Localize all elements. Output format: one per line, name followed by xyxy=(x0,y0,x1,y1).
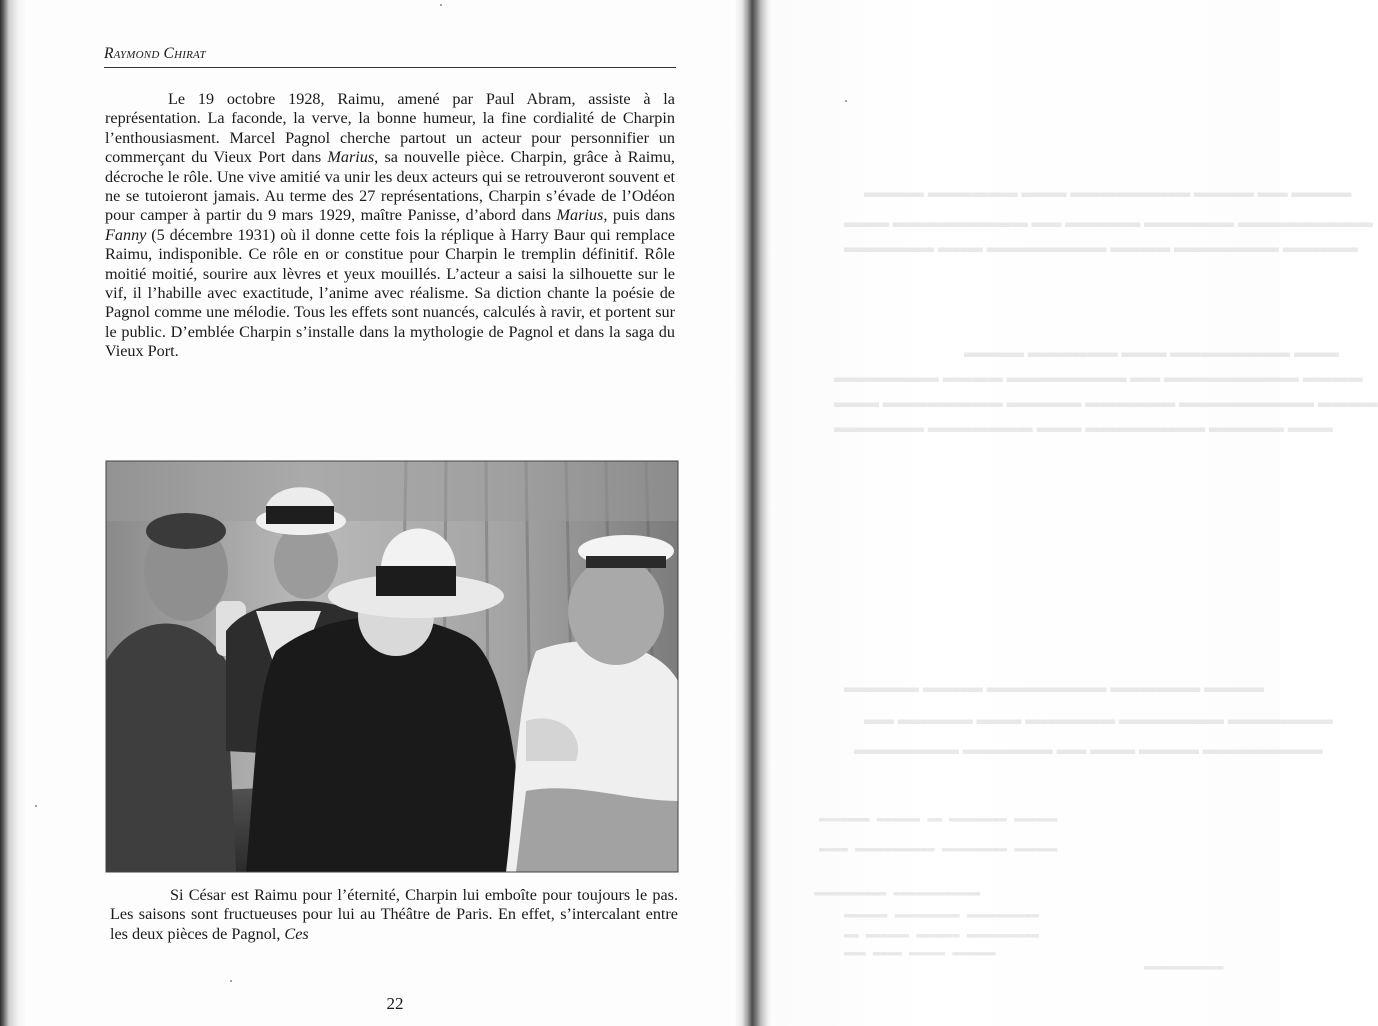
text-run: , puis dans xyxy=(603,206,675,225)
book-gutter xyxy=(734,0,774,1026)
scan-speck xyxy=(440,4,442,6)
body-text-lower xyxy=(110,886,678,944)
show-through-text: ▬▬▬▬▬▬▬▬▬▬ ▬▬▬▬▬▬▬▬▬▬▬▬ xyxy=(814,886,981,900)
paragraph xyxy=(105,90,675,362)
show-through-text: ▬▬▬▬▬▬▬ ▬▬▬▬ ▬▬▬▬▬▬▬▬ ▬▬ ▬▬▬▬▬▬▬▬▬ ▬▬▬▬ xyxy=(834,370,1363,386)
show-through-text: ▬▬▬▬▬▬ ▬▬▬▬▬▬▬▬▬ ▬▬▬▬▬▬▬▬▬▬ xyxy=(844,908,1040,922)
work-title-italic: Fanny xyxy=(105,225,147,244)
text-run: , sa nouvelle pièce. Charpin, grâce à Raimu, décroche le rôle. Une vive amitié va unir les deux acteurs qui se retrouveront souvent et ne se tutoieront jamais. Au terme des 27 représentations, Charpin s’évade de l’Odéon pour camper à partir du 9 mars 1929, maître Panisse, d’abord dans xyxy=(105,148,675,225)
scan-speck xyxy=(845,100,847,102)
running-header xyxy=(104,45,675,63)
text-run: Le 19 octobre 1928, Raimu, amené par Paul Abram, assiste à la représentation. La faconde, la verve, la bonne humeur, la fine cordialité de Charpin l’enthousiasment. Marcel Pagnol cherche partout un acteur pour personnifier un commerçant du Vieux Port dans xyxy=(105,90,675,167)
show-through-text: ▬▬▬▬▬▬ ▬▬▬▬▬▬▬ ▬▬▬ ▬▬▬▬▬▬▬▬ ▬▬▬▬▬ ▬▬▬ xyxy=(834,420,1333,436)
show-through-text: ▬▬▬▬▬▬▬ ▬▬▬▬▬▬ ▬▬ ▬▬▬ ▬▬▬▬ ▬▬▬▬▬▬▬▬ xyxy=(854,742,1323,758)
show-through-text: ▬▬ ▬▬▬▬▬ ▬▬▬ ▬▬▬▬▬▬ ▬▬▬▬▬▬▬ ▬▬▬▬▬▬▬ xyxy=(864,712,1333,728)
book-edge-shadow xyxy=(0,0,28,1026)
scan-speck xyxy=(230,980,232,982)
show-through-text: ▬▬▬ ▬▬▬▬ ▬▬▬▬▬ ▬▬▬▬▬▬ xyxy=(844,946,996,960)
show-through-text: ▬▬▬▬▬ ▬▬▬▬ ▬▬▬▬▬▬▬▬ ▬▬▬▬▬▬ ▬▬▬▬ xyxy=(844,680,1264,696)
page-number: 22 xyxy=(386,994,404,1013)
show-through-text: ▬▬▬▬▬▬ ▬▬▬ ▬▬▬▬▬▬▬▬ ▬▬▬▬ ▬▬▬▬▬▬▬ ▬▬▬▬▬ xyxy=(844,240,1358,256)
work-title-italic: Ces xyxy=(284,924,309,943)
scan-speck xyxy=(35,805,37,807)
header-rule xyxy=(104,67,676,68)
work-title-italic: Marius xyxy=(327,148,375,167)
film-still-photograph xyxy=(106,461,678,872)
text-run: (5 décembre 1931) où il donne cette fois la réplique à Harry Baur qui remplace Raimu, indisponible. Ce rôle en or constitue pour Charpin le tremplin définitif. Rôle moitié moitié, sourire aux lèvres et yeux mouillés. L’acteur a saisi la silhouette sur le vif, il l’habille avec exactitude, l’anime avec réalisme. Sa diction chante la poésie de Pagnol comme une mélodie. Tous les effets sont nuancés, calculés à ravir, et portent sur le public. D’emblée Charpin s’installe dans la mythologie de Pagnol et dans la saga du Vieux Port. xyxy=(105,225,675,361)
show-through-text: ▬▬ ▬▬▬▬▬▬ ▬▬▬▬▬▬ ▬▬▬▬▬▬▬▬▬▬ xyxy=(844,928,1040,942)
right-page-blank xyxy=(774,0,1378,1026)
work-title-italic: Marius xyxy=(556,206,604,225)
body-text-upper xyxy=(105,90,675,362)
show-through-text: ▬▬▬▬ ▬▬▬▬▬▬ ▬▬▬ ▬▬▬▬▬▬▬▬ ▬▬▬▬ ▬▬ ▬▬▬▬ xyxy=(864,185,1352,201)
film-still-drawing xyxy=(106,461,678,872)
show-through-text: ▬▬▬▬▬▬▬ ▬▬▬▬▬▬ ▬▬ ▬▬▬▬▬▬▬▬ ▬▬▬▬▬▬ xyxy=(819,812,1058,826)
paragraph xyxy=(110,886,678,944)
show-through-text: ▬▬▬▬ ▬▬▬▬▬▬▬▬▬▬▬ ▬▬▬▬▬▬▬▬▬ ▬▬▬▬▬▬ xyxy=(819,842,1058,856)
running-header-author: Raymond Chirat xyxy=(104,45,206,62)
show-through-text: ▬▬▬▬ ▬▬▬▬▬▬ ▬▬▬ ▬▬▬▬▬▬▬▬ ▬▬▬ xyxy=(964,345,1339,361)
show-through-text: ▬▬▬ ▬▬▬▬▬▬▬▬ ▬▬▬▬▬ ▬▬▬▬▬▬ ▬▬▬▬▬▬▬▬▬ ▬▬▬▬ xyxy=(834,395,1378,411)
show-through-text: ▬▬▬ ▬▬▬▬▬▬▬▬▬ ▬▬ ▬▬▬▬▬ ▬▬▬▬▬▬ ▬▬▬▬▬▬▬▬▬ xyxy=(844,215,1373,231)
text-run: Si César est Raimu pour l’éternité, Charpin lui emboîte pour toujours le pas. Les saisons sont fructueuses pour lui au Théâtre de Paris. En effet, s’intercalant entre les deux pièces de Pagnol, xyxy=(110,886,678,943)
show-through-text: ▬▬▬▬▬▬▬▬▬▬▬ xyxy=(1144,960,1224,974)
